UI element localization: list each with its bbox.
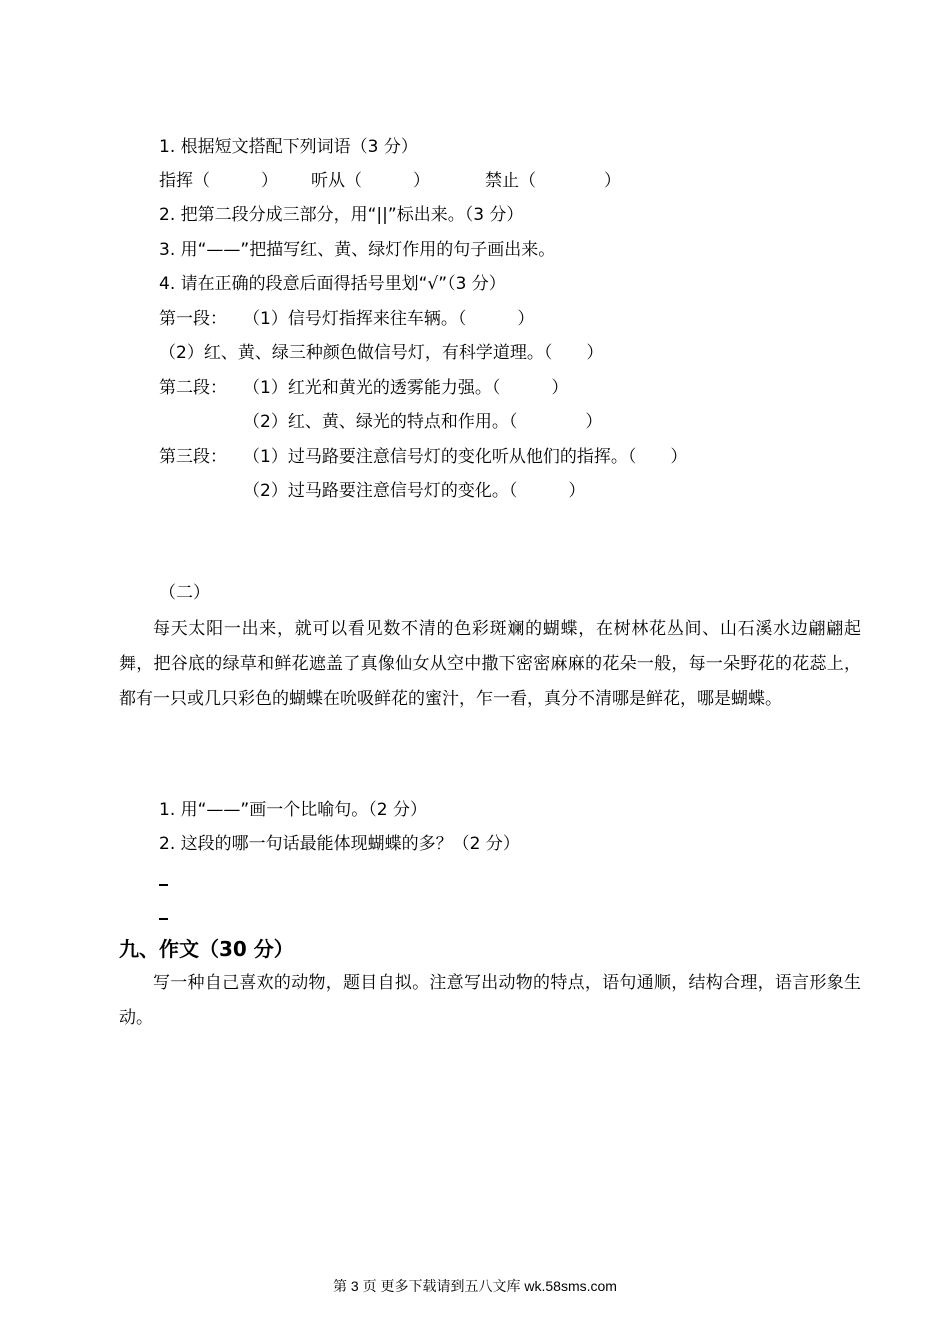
paragraph-1-option-1: （1）信号灯指挥来往车辆。（ ） xyxy=(243,309,535,329)
paragraph-2-option-2: （2）红、黄、绿光的特点和作用。（ ） xyxy=(243,412,603,432)
question-1: 1. 根据短文搭配下列词语（3 分） xyxy=(159,137,418,157)
passage-text: 每天太阳一出来，就可以看见数不清的色彩斑斓的蝴蝶，在树林花丛间、山石溪水边翩翩起舞，把谷底的绿草和鲜花遮盖了真像仙女从空中撒下密密麻麻的花朵一般，每一朵野花的花蕊上，都有一只或几只彩色的蝴蝶在吮吸鲜花的蜜汁，乍一看，真分不清哪是鲜花，哪是蝴蝶。 xyxy=(119,619,861,709)
answer-line-2 xyxy=(159,918,168,920)
word-pair-3: 禁止（ ） xyxy=(485,171,621,191)
question-2: 2. 把第二段分成三部分，用“||”标出来。（3 分） xyxy=(159,205,524,225)
passage xyxy=(119,612,861,717)
composition-prompt-text: 写一种自己喜欢的动物，题目自拟。注意写出动物的特点，语句通顺，结构合理，语言形象生动。 xyxy=(119,973,861,1028)
section-2-label: （二） xyxy=(159,583,210,603)
question-4: 4. 请在正确的段意后面得括号里划“√”（3 分） xyxy=(159,274,506,294)
composition-prompt xyxy=(119,966,861,1036)
answer-line-1 xyxy=(159,884,168,886)
word-pair-2: 听从（ ） xyxy=(311,171,430,191)
paragraph-3-option-1: （1）过马路要注意信号灯的变化听从他们的指挥。（ ） xyxy=(243,447,688,467)
composition-heading: 九、作文（30 分） xyxy=(119,937,294,961)
word-pair-1: 指挥（ ） xyxy=(159,171,278,191)
question-3: 3. 用“——”把描写红、黄、绿灯作用的句子画出来。 xyxy=(159,240,556,260)
paragraph-3-label: 第三段： xyxy=(159,447,227,467)
paragraph-3-option-2: （2）过马路要注意信号灯的变化。（ ） xyxy=(243,481,586,501)
paragraph-1-label: 第一段： xyxy=(159,309,227,329)
paragraph-2-option-1: （1）红光和黄光的透雾能力强。（ ） xyxy=(243,378,569,398)
page-footer: 第 3 页 更多下载请到五八文库 wk.58sms.com xyxy=(333,1278,617,1294)
paragraph-1-option-2: （2）红、黄、绿三种颜色做信号灯，有科学道理。（ ） xyxy=(159,343,604,363)
paragraph-2-label: 第二段： xyxy=(159,378,227,398)
section-2-question-2: 2. 这段的哪一句话最能体现蝴蝶的多？（2 分） xyxy=(159,834,520,854)
section-2-question-1: 1. 用“——”画一个比喻句。（2 分） xyxy=(159,800,427,820)
